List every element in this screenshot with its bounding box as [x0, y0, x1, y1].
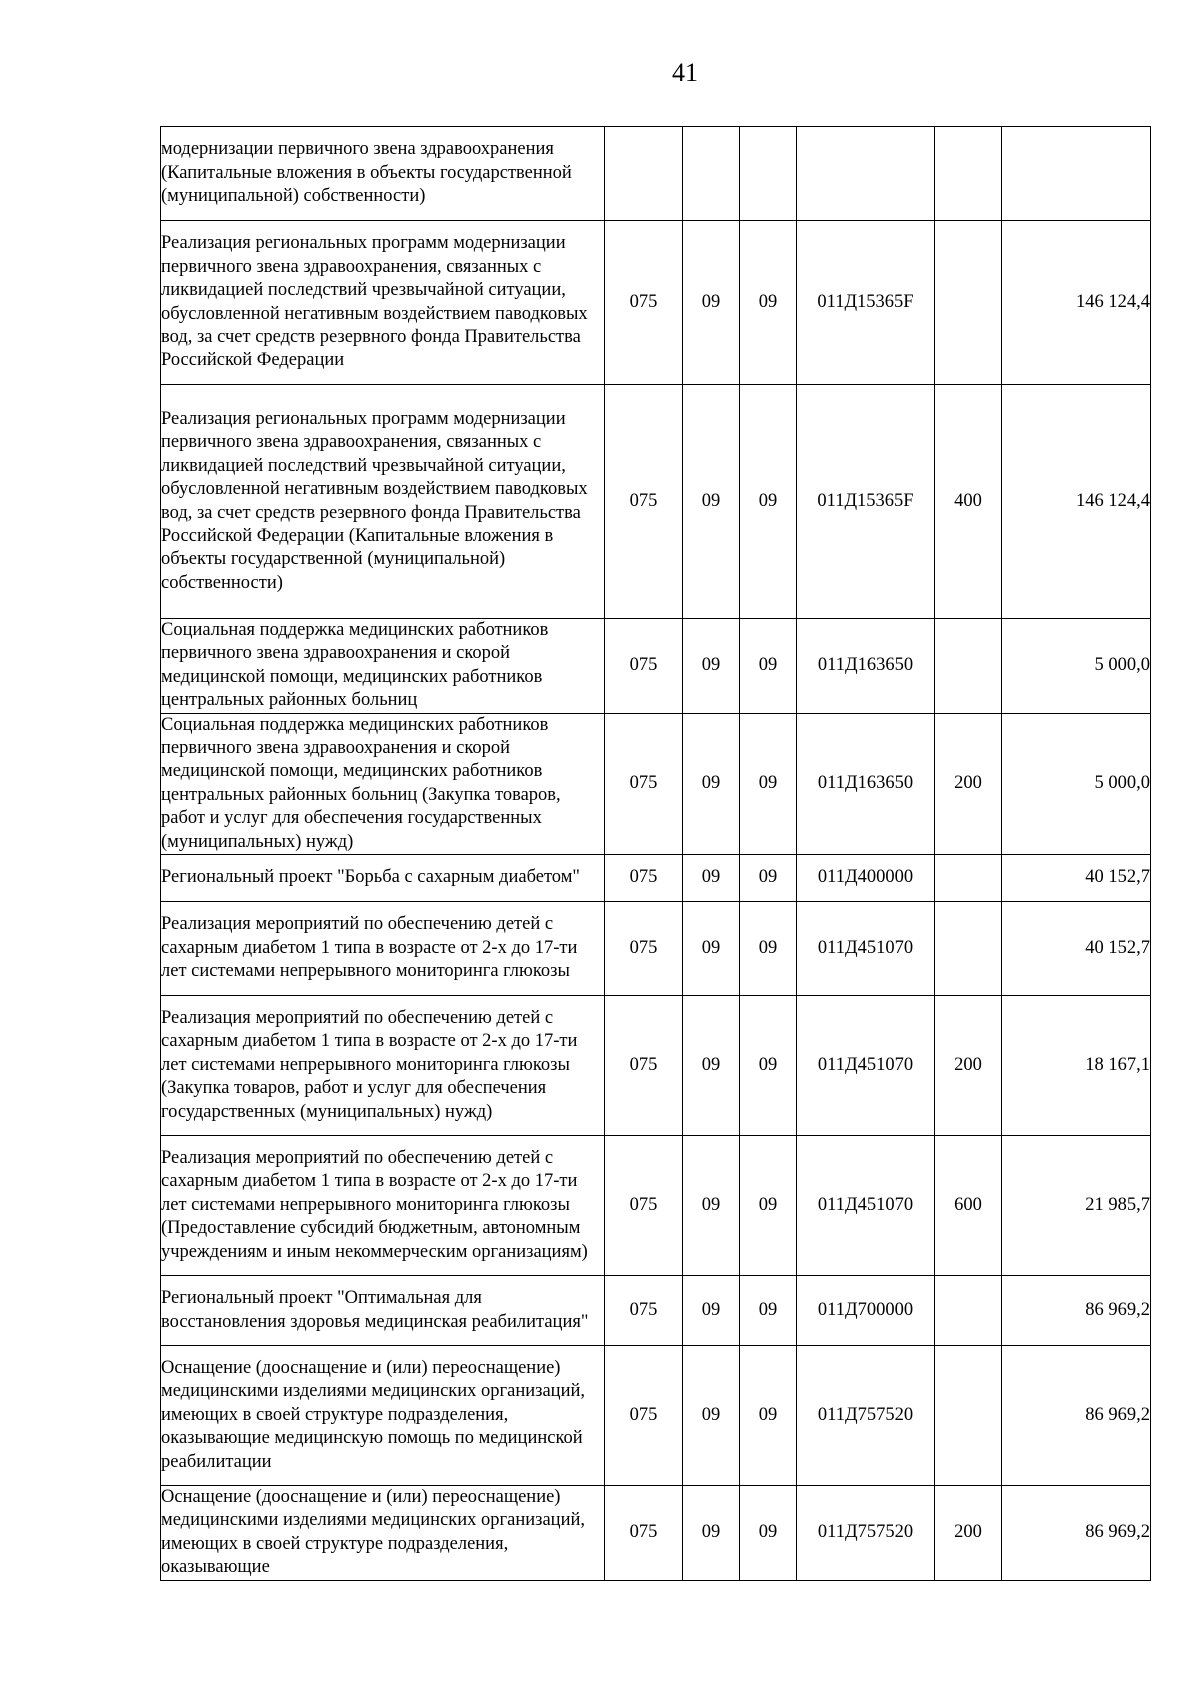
- table-row: [161, 1276, 1151, 1346]
- row-name: Региональный проект "Оптимальная для восстановления здоровья медицинская реабилитация": [161, 1276, 605, 1346]
- row-ministry-code: 075: [605, 902, 683, 996]
- row-section-code: 09: [683, 1276, 740, 1346]
- row-target-code: 011Д451070: [797, 996, 935, 1136]
- row-target-code: 011Д15365F: [797, 221, 935, 385]
- table-row: [161, 619, 1151, 714]
- row-amount: 86 969,2: [1002, 1346, 1151, 1486]
- row-ministry-code: 075: [605, 713, 683, 854]
- row-name: Социальная поддержка медицинских работников первичного звена здравоохранения и скорой медицинской помощи, медицинских работников центральных районных больниц: [161, 619, 605, 714]
- row-ministry-code: 075: [605, 1276, 683, 1346]
- row-subsection-code: 09: [740, 221, 797, 385]
- page-number: 41: [672, 58, 698, 87]
- row-amount: 86 969,2: [1002, 1486, 1151, 1581]
- row-expense-type: 200: [935, 1486, 1002, 1581]
- row-subsection-code: 09: [740, 1136, 797, 1276]
- row-section-code: 09: [683, 996, 740, 1136]
- row-expense-type: [935, 127, 1002, 221]
- row-expense-type: [935, 619, 1002, 714]
- row-subsection-code: 09: [740, 1486, 797, 1581]
- row-expense-type: [935, 902, 1002, 996]
- table-row: [161, 996, 1151, 1136]
- row-expense-type: 200: [935, 996, 1002, 1136]
- row-target-code: 011Д400000: [797, 855, 935, 902]
- row-amount: [1002, 127, 1151, 221]
- row-ministry-code: 075: [605, 1486, 683, 1581]
- table-row: [161, 1136, 1151, 1276]
- table-row: [161, 221, 1151, 385]
- row-name: Региональный проект "Борьба с сахарным диабетом": [161, 855, 605, 902]
- row-ministry-code: 075: [605, 385, 683, 619]
- row-ministry-code: 075: [605, 996, 683, 1136]
- table-row: [161, 902, 1151, 996]
- table-row: [161, 1346, 1151, 1486]
- row-target-code: 011Д163650: [797, 713, 935, 854]
- table-row: [161, 127, 1151, 221]
- row-amount: 21 985,7: [1002, 1136, 1151, 1276]
- budget-table: [160, 126, 1151, 1581]
- row-subsection-code: 09: [740, 619, 797, 714]
- row-target-code: 011Д757520: [797, 1486, 935, 1581]
- row-expense-type: 600: [935, 1136, 1002, 1276]
- row-name: Оснащение (дооснащение и (или) переоснащение) медицинскими изделиями медицинских организаций, имеющих в своей структуре подразделения, оказывающие медицинскую помощь по медицинской реабилитации: [161, 1346, 605, 1486]
- row-expense-type: 200: [935, 713, 1002, 854]
- row-name: Социальная поддержка медицинских работников первичного звена здравоохранения и скорой медицинской помощи, медицинских работников центральных районных больниц (Закупка товаров, работ и услуг для обеспечения государственных (муниципальных) нужд): [161, 713, 605, 854]
- row-subsection-code: 09: [740, 713, 797, 854]
- row-section-code: 09: [683, 1486, 740, 1581]
- row-target-code: 011Д757520: [797, 1346, 935, 1486]
- row-amount: 40 152,7: [1002, 902, 1151, 996]
- row-section-code: 09: [683, 713, 740, 854]
- row-name: Реализация региональных программ модернизации первичного звена здравоохранения, связанных с ликвидацией последствий чрезвычайной ситуации, обусловленной негативным воздействием паводковых вод, за счет средств резервного фонда Правительства Российской Федерации: [161, 221, 605, 385]
- row-name: Реализация мероприятий по обеспечению детей с сахарным диабетом 1 типа в возрасте от 2-х до 17-ти лет системами непрерывного мониторинга глюкозы: [161, 902, 605, 996]
- row-amount: 146 124,4: [1002, 385, 1151, 619]
- row-name: Реализация мероприятий по обеспечению детей с сахарным диабетом 1 типа в возрасте от 2-х до 17-ти лет системами непрерывного мониторинга глюкозы (Предоставление субсидий бюджетным, автономным учреждениям и иным некоммерческим организациям): [161, 1136, 605, 1276]
- row-amount: 5 000,0: [1002, 619, 1151, 714]
- row-subsection-code: 09: [740, 1346, 797, 1486]
- row-expense-type: [935, 1346, 1002, 1486]
- row-section-code: 09: [683, 619, 740, 714]
- row-section-code: 09: [683, 1136, 740, 1276]
- row-expense-type: [935, 855, 1002, 902]
- row-subsection-code: 09: [740, 996, 797, 1136]
- row-section-code: 09: [683, 855, 740, 902]
- row-target-code: 011Д163650: [797, 619, 935, 714]
- row-amount: 5 000,0: [1002, 713, 1151, 854]
- row-subsection-code: 09: [740, 385, 797, 619]
- row-section-code: 09: [683, 902, 740, 996]
- row-section-code: 09: [683, 1346, 740, 1486]
- row-section-code: 09: [683, 385, 740, 619]
- row-expense-type: 400: [935, 385, 1002, 619]
- row-ministry-code: 075: [605, 221, 683, 385]
- table-row: [161, 385, 1151, 619]
- row-target-code: 011Д451070: [797, 1136, 935, 1276]
- row-section-code: 09: [683, 221, 740, 385]
- row-target-code: 011Д451070: [797, 902, 935, 996]
- row-expense-type: [935, 1276, 1002, 1346]
- row-section-code: [683, 127, 740, 221]
- row-amount: 18 167,1: [1002, 996, 1151, 1136]
- row-subsection-code: [740, 127, 797, 221]
- row-name: Реализация мероприятий по обеспечению детей с сахарным диабетом 1 типа в возрасте от 2-х до 17-ти лет системами непрерывного мониторинга глюкозы (Закупка товаров, работ и услуг для обеспечения государственных (муниципальных) нужд): [161, 996, 605, 1136]
- row-ministry-code: 075: [605, 619, 683, 714]
- row-name: Реализация региональных программ модернизации первичного звена здравоохранения, связанных с ликвидацией последствий чрезвычайной ситуации, обусловленной негативным воздействием паводковых вод, за счет средств резервного фонда Правительства Российской Федерации (Капитальные вложения в объекты государственной (муниципальной) собственности): [161, 385, 605, 619]
- row-target-code: [797, 127, 935, 221]
- row-amount: 146 124,4: [1002, 221, 1151, 385]
- table-row: [161, 713, 1151, 854]
- row-amount: 86 969,2: [1002, 1276, 1151, 1346]
- row-amount: 40 152,7: [1002, 855, 1151, 902]
- row-name: Оснащение (дооснащение и (или) переоснащение) медицинскими изделиями медицинских организаций, имеющих в своей структуре подразделения, оказывающие: [161, 1486, 605, 1581]
- row-ministry-code: [605, 127, 683, 221]
- row-target-code: 011Д700000: [797, 1276, 935, 1346]
- table-row: [161, 1486, 1151, 1581]
- row-target-code: 011Д15365F: [797, 385, 935, 619]
- row-name: модернизации первичного звена здравоохранения (Капитальные вложения в объекты государственной (муниципальной) собственности): [161, 127, 605, 221]
- row-subsection-code: 09: [740, 1276, 797, 1346]
- row-ministry-code: 075: [605, 1136, 683, 1276]
- table-row: [161, 855, 1151, 902]
- row-subsection-code: 09: [740, 855, 797, 902]
- row-subsection-code: 09: [740, 902, 797, 996]
- row-ministry-code: 075: [605, 1346, 683, 1486]
- row-ministry-code: 075: [605, 855, 683, 902]
- row-expense-type: [935, 221, 1002, 385]
